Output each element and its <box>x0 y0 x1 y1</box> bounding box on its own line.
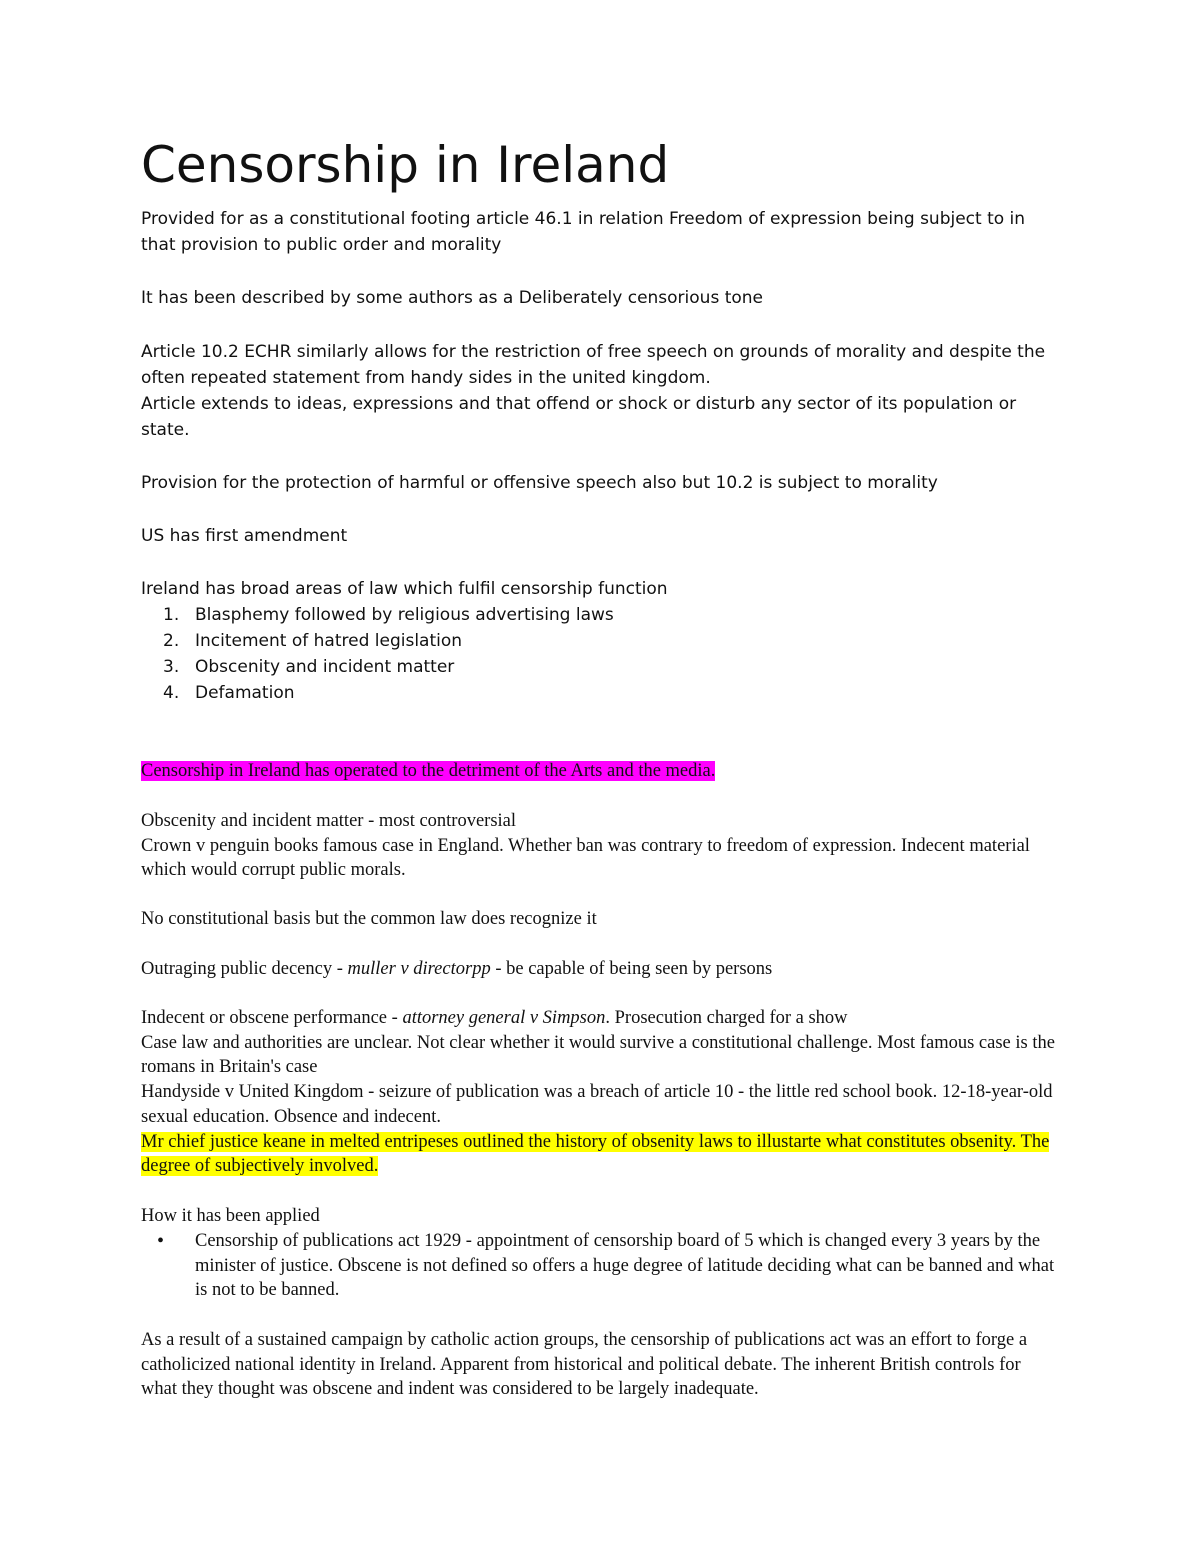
list-number: 1. <box>163 605 180 625</box>
list-text: Incitement of hatred legislation <box>195 631 463 651</box>
highlighted-statement <box>141 759 1061 784</box>
list-text: Blasphemy followed by religious advertising laws <box>195 605 614 625</box>
body-text-5-pre: Indecent or obscene performance - <box>141 1008 403 1028</box>
application-heading <box>141 1204 1061 1229</box>
numbered-list <box>141 602 614 706</box>
list-item <box>141 680 614 706</box>
intro-text-3a: Article 10.2 ECHR similarly allows for the restriction of free speech on grounds of morality and despite the often repeated statement from handy sides in the united kingdom. <box>141 342 1046 388</box>
closing-paragraph <box>141 1328 1061 1402</box>
body-text-4-post: - be capable of being seen by persons <box>490 959 773 979</box>
intro-text-2: It has been described by some authors as a Deliberately censorious tone <box>141 288 764 308</box>
body-text-4 <box>141 957 1061 982</box>
body-text-1: Obscenity and incident matter - most controversial <box>141 811 517 831</box>
case-name-simpson: attorney general v Simpson <box>402 1008 606 1028</box>
yellow-highlight-paragraph <box>141 1130 1061 1179</box>
common-law-paragraph <box>141 907 1061 932</box>
intro-text-5: US has first amendment <box>141 526 348 546</box>
body-text-2: Crown v penguin books famous case in England. Whether ban was contrary to freedom of expression. Indecent material which would corrupt public morals. <box>141 835 1030 881</box>
bullet-icon: • <box>157 1230 165 1252</box>
outraging-paragraph <box>141 957 1061 982</box>
intro-text-6: Ireland has broad areas of law which fulfil censorship function <box>141 579 668 599</box>
body-text-8: How it has been applied <box>141 1206 320 1226</box>
bullet-list <box>141 1229 1061 1303</box>
intro-paragraph-4 <box>141 470 1061 496</box>
list-item <box>141 602 614 628</box>
intro-text-1: Provided for as a constitutional footing article 46.1 in relation Freedom of expression being subject to in that provision to public order and morality <box>141 209 1026 255</box>
intro-paragraph-3 <box>141 339 1061 443</box>
list-item <box>141 654 614 680</box>
page-title: Censorship in Ireland <box>141 136 670 194</box>
list-number: 4. <box>163 683 180 703</box>
intro-text-3b: Article extends to ideas, expressions and that offend or shock or disturb any sector of its population or state. <box>141 394 1017 440</box>
body-text-9: As a result of a sustained campaign by catholic action groups, the censorship of publications act was an effort to forge a catholicized national identity in Ireland. Apparent from historical and political debate. The inherent British controls for what they thought was obscene and indent was considered to be largely inadequate. <box>141 1330 1028 1400</box>
body-text-4-pre: Outraging public decency - <box>141 959 348 979</box>
body-text-5 <box>141 1006 1061 1031</box>
body-text-3: No constitutional basis but the common law does recognize it <box>141 909 597 929</box>
body-text-6: Case law and authorities are unclear. Not clear whether it would survive a constitutional challenge. Most famous case is the romans in Britain's case <box>141 1032 1055 1078</box>
intro-paragraph-5 <box>141 523 1061 549</box>
body-text-5-post: . Prosecution charged for a show <box>605 1008 848 1028</box>
intro-paragraph-2 <box>141 285 1061 311</box>
bullet-text: Censorship of publications act 1929 - appointment of censorship board of 5 which is changed every 3 years by the minister of justice. Obscene is not defined so offers a huge degree of latitude deciding what can be banned and what is not to be banned. <box>195 1231 1055 1301</box>
yellow-highlight-text: Mr chief justice keane in melted entripeses outlined the history of obsenity laws to illustarte what constitutes obsenity. The degree of subjectively involved. <box>141 1131 1050 1177</box>
list-text: Defamation <box>195 683 295 703</box>
list-text: Obscenity and incident matter <box>195 657 455 677</box>
list-number: 2. <box>163 631 180 651</box>
case-name-muller: muller v directorpp <box>347 959 491 979</box>
intro-paragraph-6 <box>141 576 1061 602</box>
obscenity-section <box>141 809 1061 883</box>
list-item <box>141 628 614 654</box>
list-number: 3. <box>163 657 180 677</box>
intro-paragraph-1 <box>141 206 1061 258</box>
performance-section <box>141 1006 1061 1179</box>
pink-highlight-text: Censorship in Ireland has operated to the detriment of the Arts and the media. <box>141 761 716 781</box>
intro-text-4: Provision for the protection of harmful or offensive speech also but 10.2 is subject to morality <box>141 473 938 493</box>
body-text-7: Handyside v United Kingdom - seizure of publication was a breach of article 10 - the little red school book. 12-18-year-old sexual education. Obsence and indecent. <box>141 1082 1053 1127</box>
